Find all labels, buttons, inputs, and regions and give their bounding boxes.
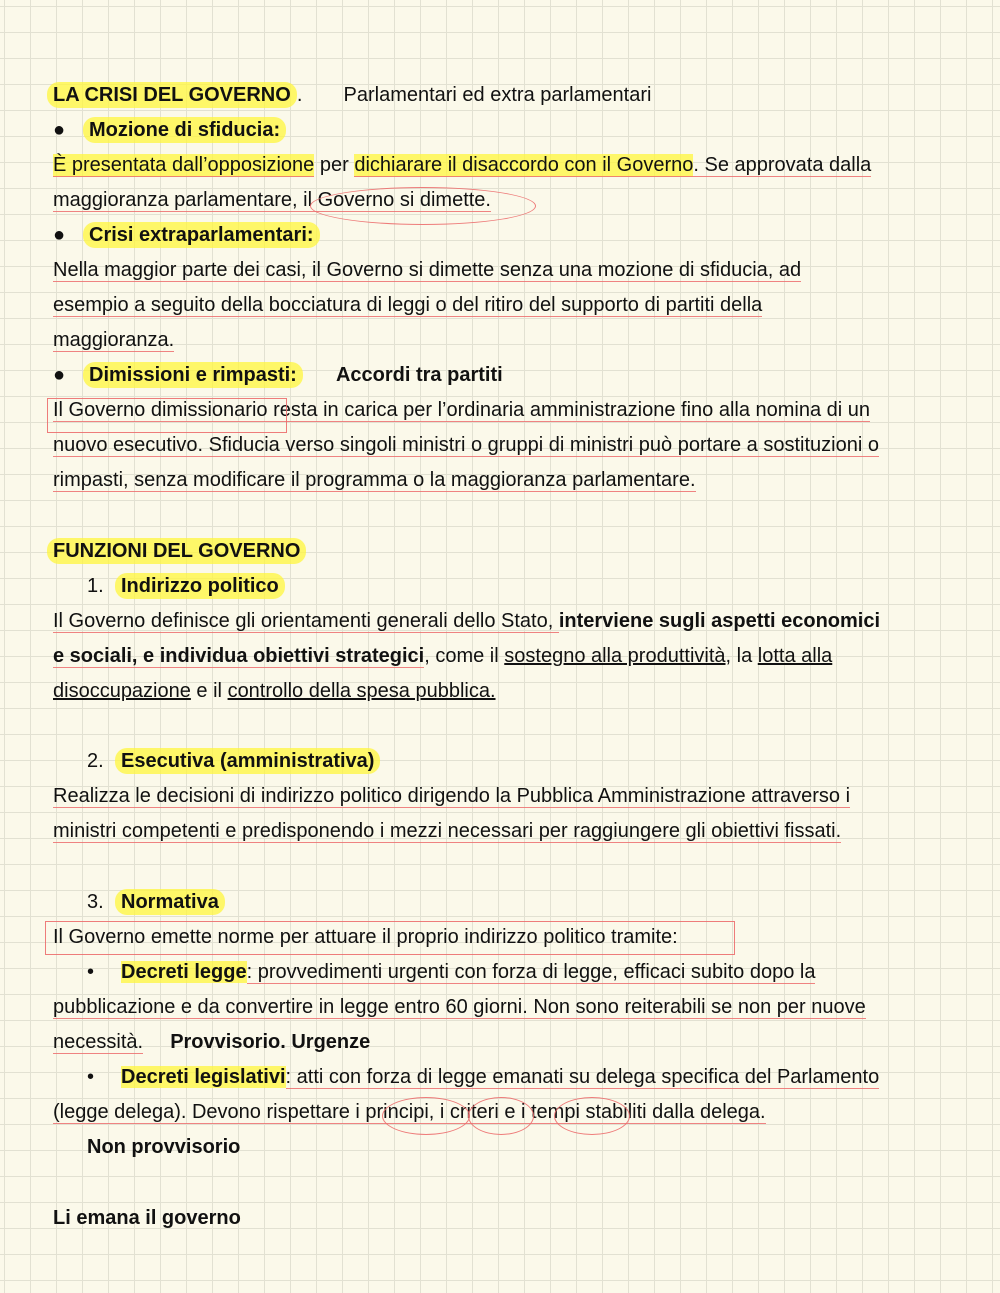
f3-heading-line: 3. Normativa (87, 885, 225, 920)
dimissioni-heading: Dimissioni e rimpasti: (83, 362, 303, 388)
ring-annotation (468, 1097, 534, 1135)
ring-annotation (382, 1097, 470, 1135)
mozione-line-1: È presentata dall’opposizione per dichiarare il disaccordo con il Governo. Se approvata dalla (53, 154, 872, 176)
bullet-icon: ● (53, 364, 66, 386)
dimissioni-line-1: Il Governo dimissionario resta in carica per l’ordinaria amministrazione fino alla nomina di un (53, 399, 871, 421)
extra-heading-line (53, 218, 320, 253)
ring-annotation (554, 1097, 630, 1135)
dl-line-1: • Decreti legge: provvedimenti urgenti con forza di legge, efficaci subito dopo la (87, 955, 815, 990)
box-annotation (45, 921, 735, 955)
bullet-icon: • (87, 961, 95, 983)
f3-heading: Normativa (115, 889, 225, 915)
mozione-heading: Mozione di sfiducia: (83, 117, 286, 143)
f1-line-1: Il Governo definisce gli orientamenti generali dello Stato, interviene sugli aspetti economici (53, 610, 881, 632)
f3-intro: Il Governo emette norme per attuare il proprio indirizzo politico tramite: (53, 926, 678, 948)
mozione-line-2: maggioranza parlamentare, il Governo si dimette. (53, 189, 491, 211)
footer-note: Li emana il governo (53, 1207, 241, 1229)
ring-annotation (310, 187, 536, 225)
f1-heading-line: 1. Indirizzo politico (87, 569, 285, 604)
dlgs-line-1: • Decreti legislativi: atti con forza di legge emanati su delega specifica del Parlamento (87, 1060, 879, 1095)
extra-line-2: esempio a seguito della bocciatura di leggi o del ritiro del supporto di partiti della (53, 294, 763, 316)
dl-term: Decreti legge (121, 961, 247, 983)
bullet-icon: ● (53, 119, 66, 141)
extra-heading: Crisi extraparlamentari: (83, 222, 320, 248)
dl-line-2: pubblicazione e da convertire in legge entro 60 giorni. Non sono reiterabili se non per nuove (53, 996, 866, 1018)
footer-note-line (53, 1201, 241, 1236)
dimissioni-heading-line (53, 358, 503, 393)
f1-line-2: e sociali, e individua obiettivi strategici, come il sostegno alla produttività, la lotta alla (53, 645, 833, 667)
crisi-title-line: LA CRISI DEL GOVERNO . Parlamentari ed extra parlamentari (53, 78, 651, 113)
dimissioni-line-2: nuovo esecutivo. Sfiducia verso singoli ministri o gruppi di ministri può portare a sostituzioni o (53, 434, 879, 456)
f2-line-1: Realizza le decisioni di indirizzo politico dirigendo la Pubblica Amministrazione attraverso i (53, 785, 851, 807)
mozione-heading-line (53, 113, 286, 148)
dlgs-term: Decreti legislativi (121, 1066, 286, 1088)
f2-heading: Esecutiva (amministrativa) (115, 748, 380, 774)
dl-note: Provvisorio. Urgenze (170, 1031, 371, 1053)
f2-line-2: ministri competenti e predisponendo i mezzi necessari per raggiungere gli obiettivi fissati. (53, 820, 842, 842)
bullet-icon: ● (53, 224, 66, 246)
crisi-title: LA CRISI DEL GOVERNO (47, 82, 297, 108)
f2-heading-line: 2. Esecutiva (amministrativa) (87, 744, 380, 779)
dlgs-note-line (87, 1130, 240, 1165)
funzioni-title-line (53, 534, 306, 569)
dlgs-line-2: (legge delega). Devono rispettare i principi, i criteri e i tempi stabiliti dalla delega. (53, 1101, 766, 1123)
dimissioni-line-3: rimpasti, senza modificare il programma o la maggioranza parlamentare. (53, 469, 696, 491)
crisi-side-note: Parlamentari ed extra parlamentari (343, 84, 652, 106)
f1-heading: Indirizzo politico (115, 573, 285, 599)
dl-line-3: necessità. Provvisorio. Urgenze (53, 1031, 371, 1053)
extra-line-3: maggioranza. (53, 329, 175, 351)
funzioni-title: FUNZIONI DEL GOVERNO (47, 538, 306, 564)
dimissioni-side-note: Accordi tra partiti (335, 364, 503, 386)
f1-line-3: disoccupazione e il controllo della spesa pubblica. (53, 680, 496, 702)
extra-line-1: Nella maggior parte dei casi, il Governo si dimette senza una mozione di sfiducia, ad (53, 259, 802, 281)
bullet-icon: • (87, 1066, 95, 1088)
dlgs-note: Non provvisorio (87, 1136, 241, 1158)
